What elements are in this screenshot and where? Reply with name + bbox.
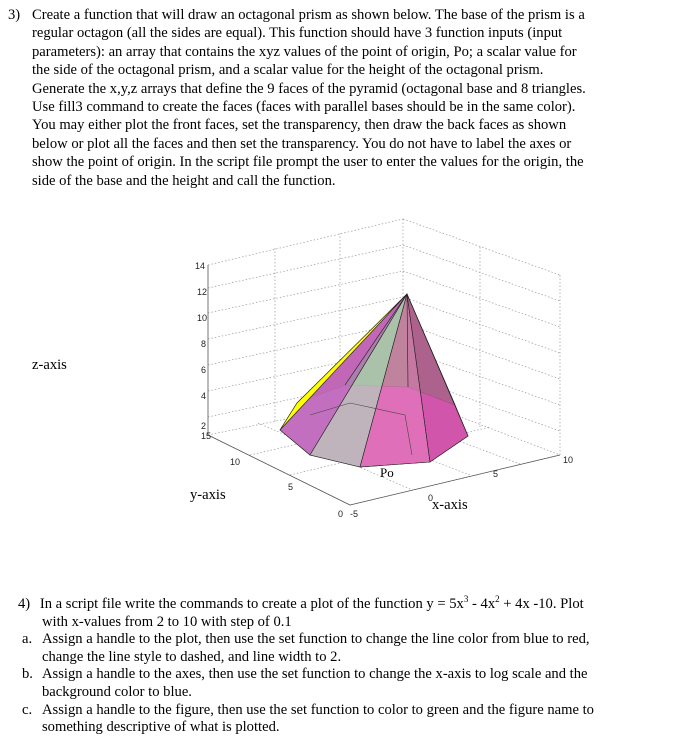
z-tick: 14: [195, 261, 206, 271]
item-line: Assign a handle to the plot, then use the set function to change the line color from blue to red,: [42, 631, 590, 648]
z-tick: 10: [197, 313, 208, 323]
item-line: Assign a handle to the axes, then use the set function to change the x-axis to log scale and the: [42, 666, 588, 683]
q3-line: You may either plot the front faces, set the transparency, then draw the back faces as shown: [32, 117, 567, 134]
question-3-text: [32, 6, 668, 190]
y-axis-label: y-axis: [190, 487, 226, 503]
y-tick: 15: [201, 431, 212, 441]
pyramid-figure: [0, 205, 674, 535]
q3-line: the side of the octagonal prism, and a scalar value for the height of the octagonal prism.: [32, 62, 544, 79]
q3-line: regular octagon (all the sides are equal). This function should have 3 function inputs (input: [32, 25, 563, 42]
x-tick: 5: [493, 469, 499, 479]
x-tick: -5: [350, 509, 359, 519]
q4-intro-text: In a script file write the commands to create a plot of the function y = 5x: [39, 596, 464, 612]
question-3: [8, 6, 668, 190]
grid-line: [208, 271, 403, 313]
y-tick: 0: [338, 509, 344, 519]
q4-intro-line1: [40, 596, 584, 612]
q4-intro-mid: - 4x: [468, 596, 496, 612]
y-tick: 5: [288, 482, 294, 492]
q3-line: Generate the x,y,z arrays that define the 9 faces of the pyramid (octagonal base and 8 triangles.: [32, 80, 586, 97]
item-line: Assign a handle to the figure, then use the set function to color to green and the figure name to: [42, 701, 594, 718]
grid-line: [403, 271, 560, 327]
question-3-number: 3): [8, 7, 21, 23]
z-tick: 8: [201, 339, 207, 349]
grid-line: [208, 245, 403, 288]
pyramid-plot: [0, 205, 674, 535]
item-line: something descriptive of what is plotted.: [42, 719, 280, 736]
origin-label: Po: [380, 465, 394, 480]
x-tick: 10: [563, 455, 574, 465]
z-tick: 2: [201, 421, 207, 431]
z-tick: 12: [197, 287, 208, 297]
q3-line: Create a function that will draw an octagonal prism as shown below. The base of the prism is a: [32, 7, 585, 23]
z-axis-label: z-axis: [32, 357, 67, 373]
exponent-3: 3: [463, 594, 469, 604]
question-4-number: 4): [18, 596, 31, 612]
item-line: background color to blue.: [42, 683, 192, 700]
q3-line: parameters): an array that contains the xyz values of the point of origin, Po; a scalar value for: [32, 43, 577, 60]
q4-intro-line2: with x-values from 2 to 10 with step of 0.1: [42, 613, 292, 630]
q3-line: side of the base and the height and call the function.: [32, 172, 336, 189]
x-axis-label: x-axis: [432, 497, 468, 513]
z-tick: 6: [201, 365, 207, 375]
x-tick: 0: [428, 493, 434, 503]
grid-line: [403, 219, 560, 275]
q3-line: Use fill3 command to create the faces (faces with parallel bases should be in the same color).: [32, 99, 576, 116]
grid-line: [403, 245, 560, 301]
item-marker: c.: [22, 701, 33, 718]
item-line: change the line style to dashed, and line width to 2.: [42, 648, 342, 665]
q4-intro: [18, 596, 584, 614]
item-marker: a.: [22, 631, 33, 648]
y-tick: 10: [230, 457, 241, 467]
grid-line: [208, 219, 403, 265]
item-marker: b.: [22, 666, 33, 683]
q4-intro-end: + 4x -10. Plot: [499, 596, 584, 612]
z-tick: 4: [201, 391, 207, 401]
exponent-2: 2: [495, 594, 500, 604]
pyramid-faces: [280, 294, 468, 467]
q3-line: below or plot all the faces and then set the transparency. You do not have to label the axes or: [32, 135, 572, 152]
q3-line: show the point of origin. In the script file prompt the user to enter the values for the origin, the: [32, 154, 584, 171]
